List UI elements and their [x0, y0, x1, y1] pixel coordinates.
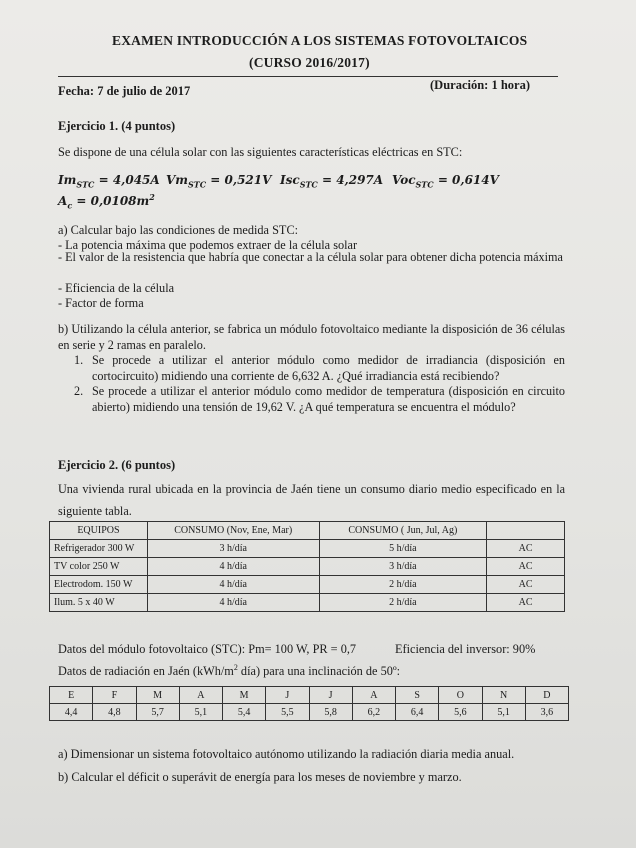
month-header: N [482, 687, 525, 704]
table-row [50, 558, 565, 576]
radiation-value: 5,6 [439, 704, 482, 721]
month-header: F [93, 687, 136, 704]
radiation-value: 5,1 [482, 704, 525, 721]
course-year: (CURSO 2016/2017) [249, 55, 370, 70]
radiation-value: 6,4 [396, 704, 439, 721]
module-data: Datos del módulo fotovoltaico (STC): Pm= 100 W, PR = 0,7 [58, 642, 357, 656]
exercise-2-heading: Ejercicio 2. (6 puntos) [58, 458, 176, 472]
month-header: M [136, 687, 179, 704]
part-b-number: 2. [74, 384, 84, 398]
radiation-value: 6,2 [352, 704, 395, 721]
table-cell: AC [487, 558, 565, 576]
column-header: EQUIPOS [50, 522, 148, 540]
table-row [50, 540, 565, 558]
exercise-1-heading: Ejercicio 1. (4 puntos) [58, 119, 176, 133]
part-b-intro: b) Utilizando la célula anterior, se fabrica un módulo fotovoltaico mediante la disposición de 36 células en serie y 2 ramas en paralelo. [58, 322, 565, 352]
exam-title: EXAMEN INTRODUCCIÓN A LOS SISTEMAS FOTOVOLTAICOS [112, 33, 528, 48]
exam-date: Fecha: 7 de julio de 2017 [58, 84, 191, 98]
month-header: A [352, 687, 395, 704]
column-header: CONSUMO (Nov, Ene, Mar) [147, 522, 319, 540]
radiation-value: 4,8 [93, 704, 136, 721]
table-cell: 4 h/día [147, 558, 319, 576]
part-b-item: Se procede a utilizar el anterior módulo como medidor de temperatura (disposición en circuito abierto) midiendo una tensión de 19,62 V. ¿A qué temperatura se encuentra el módulo? [92, 384, 565, 414]
header-divider [58, 76, 558, 77]
month-header: S [396, 687, 439, 704]
table-cell: Refrigerador 300 W [50, 540, 148, 558]
consumption-table [49, 521, 565, 612]
part-b-item: Se procede a utilizar el anterior módulo como medidor de irradiancia (disposición en cortocircuito) midiendo una corriente de 6,632 A. ¿Qué irradiancia está recibiendo? [92, 353, 565, 383]
table-row [50, 576, 565, 594]
table-cell: 3 h/día [147, 540, 319, 558]
part-a-item: - La potencia máxima que podemos extraer de la célula solar [58, 238, 358, 252]
exercise-1-intro: Se dispone de una célula solar con las siguientes características eléctricas en STC: [58, 145, 463, 159]
question-a: a) Dimensionar un sistema fotovoltaico autónomo utilizando la radiación diaria media anual. [58, 747, 515, 761]
part-b-number: 1. [74, 353, 84, 367]
part-a-item: - El valor de la resistencia que habría que conectar a la célula solar para obtener dicha potencia máxima [58, 250, 563, 264]
question-b: b) Calcular el déficit o superávit de energía para los meses de noviembre y marzo. [58, 770, 462, 784]
column-header: CONSUMO ( Jun, Jul, Ag) [319, 522, 487, 540]
part-a-item: - Eficiencia de la célula [58, 281, 175, 295]
part-a-intro: a) Calcular bajo las condiciones de medida STC: [58, 223, 299, 237]
formula-voc: Voc$_{STC}$ = 0,614V [392, 173, 499, 190]
month-header: M [223, 687, 266, 704]
table-row [50, 594, 565, 612]
radiation-value: 3,6 [525, 704, 568, 721]
formula-isc: Isc$_{STC}$ = 4,297A [280, 173, 384, 190]
table-cell: 2 h/día [319, 594, 487, 612]
formula-im: $Im_{STC} = 4,045A$ [58, 173, 160, 190]
radiation-value: 5,4 [223, 704, 266, 721]
values-row [50, 704, 569, 721]
table-cell: 2 h/día [319, 576, 487, 594]
radiation-value: 5,1 [179, 704, 222, 721]
exercise-2-intro: Una vivienda rural ubicada en la provincia de Jaén tiene un consumo diario medio especificado en la siguiente tabla. [58, 482, 565, 518]
table-cell: AC [487, 576, 565, 594]
month-header: J [266, 687, 309, 704]
month-header: J [309, 687, 352, 704]
radiation-heading: Datos de radiación en Jaén ($kWh/m^2$ día) para una inclinación de 50º: [58, 663, 401, 679]
table-header-row [50, 522, 565, 540]
table-cell: AC [487, 540, 565, 558]
inverter-efficiency: Eficiencia del inversor: 90% [395, 642, 536, 656]
radiation-value: 5,8 [309, 704, 352, 721]
month-header: O [439, 687, 482, 704]
month-header: A [179, 687, 222, 704]
radiation-table [49, 686, 569, 721]
formula-vm: $Vm_{STC} = 0,521V$ [166, 173, 272, 190]
formula-ac: $A_c = 0,0108m^2$ [58, 192, 155, 211]
radiation-value: 5,7 [136, 704, 179, 721]
table-cell: 5 h/día [319, 540, 487, 558]
column-header [487, 522, 565, 540]
table-cell: 4 h/día [147, 594, 319, 612]
table-cell: Ilum. 5 x 40 W [50, 594, 148, 612]
table-cell: 4 h/día [147, 576, 319, 594]
month-header: D [525, 687, 568, 704]
table-cell: 3 h/día [319, 558, 487, 576]
exam-duration: (Duración: 1 hora) [430, 78, 530, 92]
months-row [50, 687, 569, 704]
part-a-item: - Factor de forma [58, 296, 144, 310]
table-cell: TV color 250 W [50, 558, 148, 576]
radiation-value: 4,4 [50, 704, 93, 721]
table-cell: AC [487, 594, 565, 612]
month-header: E [50, 687, 93, 704]
radiation-value: 5,5 [266, 704, 309, 721]
table-cell: Electrodom. 150 W [50, 576, 148, 594]
